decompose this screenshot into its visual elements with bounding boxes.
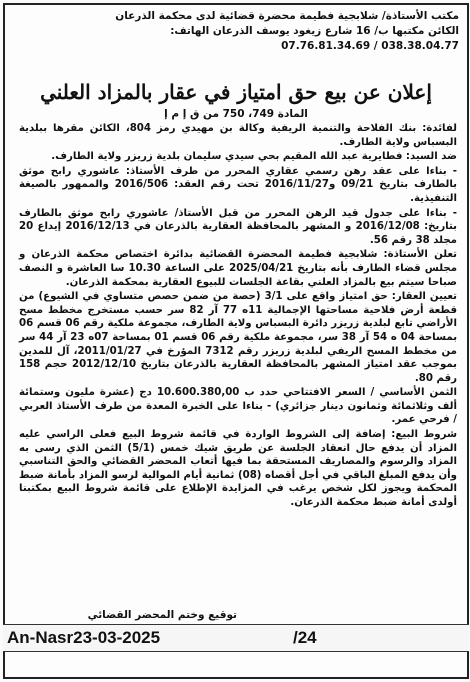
announcement-body — [19, 122, 457, 511]
newspaper-date: An-Nasr23-03-2025 — [7, 628, 161, 647]
mortgage-deed-paragraph: - بناءا على عقد رهن رسمي عقاري المحرر من طرف الأستاذ: عاشوري رابح موثق بالطارف بتاريخ 09/21 و2016/11/27 تحت رقم العقد: 2016/506 والممهور بالصيغة التنفيذية. — [19, 165, 457, 204]
bailiff-office: مكتب الأستاذة/ شلابجية فطيمة محضرة قضائية لدى محكمة الذرعان — [115, 10, 459, 22]
bailiff-header — [109, 9, 459, 54]
property-description-paragraph: تعيين العقار: حق امتياز واقع على 3/1 (حصة من ضمن حصص متساوي في الشيوع) من قطعة أرض فلاحية مساحتها الإجمالية 11ه 77 آر 82 سر حسب مستخرج مخطط مسح الأراضي تابع لبلدية زريزر دائرة البسباس ولاية الطارف، مجموعة ملكية رقم 06 قسم 06 بمساحة 04 ه 54 آر 38 سر، مجموعة ملكية رقم 06 قسم 01 بمساحة 07ه 23 آر 44 سر من مخطط المسح الريفي لبلدية زريزر رقم 7312 المؤرخ في 2011/01/27، آل للمدين بموجب عقد امتياز المشهر بالمحافظة العقارية بالذرعان بتاريخ 2012/12/10 حجم 158 رقم 80. — [19, 291, 458, 384]
announcement-frame — [3, 3, 469, 679]
opening-price-paragraph: الثمن الأساسي / السعر الافتتاحي حدد ب 10.600.380,00 دج (عشرة مليون وستمائة ألف وثلاثمائة وثمانون دينار جزائري) - بناءا على الخبرة المعدة من طرف الأستاذ العربي / فرحي عمر. — [19, 387, 457, 426]
page-number: /24 — [293, 628, 317, 647]
page-footer — [3, 624, 469, 652]
mortgage-registration-paragraph: - بناءا على جدول قيد الرهن المحرر من قبل الأستاذ/ عاشوري رابح موثق بالطارف بتاريخ: 2016/12/08 و المشهر بالمحافظة العقارية بالذرعان في 2016/12/13 إيداع 20 مجلد 38 رقم 56. — [19, 207, 457, 246]
creditor-paragraph: لفائدة: بنك الفلاحة والتنمية الريفية وكالة بن مهيدي رمز 804، الكائن مقرها ببلدية البسباس ولاية الطارف. — [19, 123, 457, 148]
legal-reference: المادة 749، 750 من ق إ م إ — [164, 108, 308, 120]
announcement-title: إعلان عن بيع حق امتياز في عقار بالمزاد العلني — [40, 80, 432, 104]
bailiff-phones: 07.76.81.34.69 / 038.38.04.77 — [281, 40, 459, 52]
bailiff-address: الكائن مكتبها ب/ 16 شارع زيغود يوسف الذرعان الهاتف: — [170, 25, 459, 37]
sale-date-paragraph: تعلن الأستاذة: شلابجية فطيمة المحضرة القضائية بدائرة اختصاص محكمة الذرعان و مجلس قضاء الطارف بأنه بتاريخ 2025/04/21 على الساعة 10.30 سا العاشرة و النصف صباحا سيتم بيع بالمزاد العلني بقاعة الجلسات للبيوع العقارية بمحكمة الذرعان. — [19, 249, 458, 288]
debtor-paragraph: ضد السيد: فطايرية عبد الله المقيم بحي سيدي سليمان بلدية زريزر ولاية الطارف. — [51, 151, 457, 163]
sale-conditions-paragraph: شروط البيع: إضافة إلى الشروط الواردة في قائمة شروط البيع فعلى الراسي عليه المزاد أن يدفع حال انعقاد الجلسة عن طريق شيك خمس (5/1) الثمن الذي رسى به المزاد والرسوم والمصاريف المستحقة بما فيها أتعاب المحضر القضائي والحق التناسبي وأن يدفع المبلغ الباقي في أجل أقصاه (08) ثمانية أيام الموالية لرسو المزاد بأمانة ضبط المحكمة ويجوز لكل شخص يرغب في المزايدة الإطلاع على قائمة شروط البيع بمكتبنا أولدى أمانة ضبط محكمة الذرعان. — [19, 429, 457, 509]
signature-line: توقيع وختم المحضر القضائي — [87, 609, 237, 621]
